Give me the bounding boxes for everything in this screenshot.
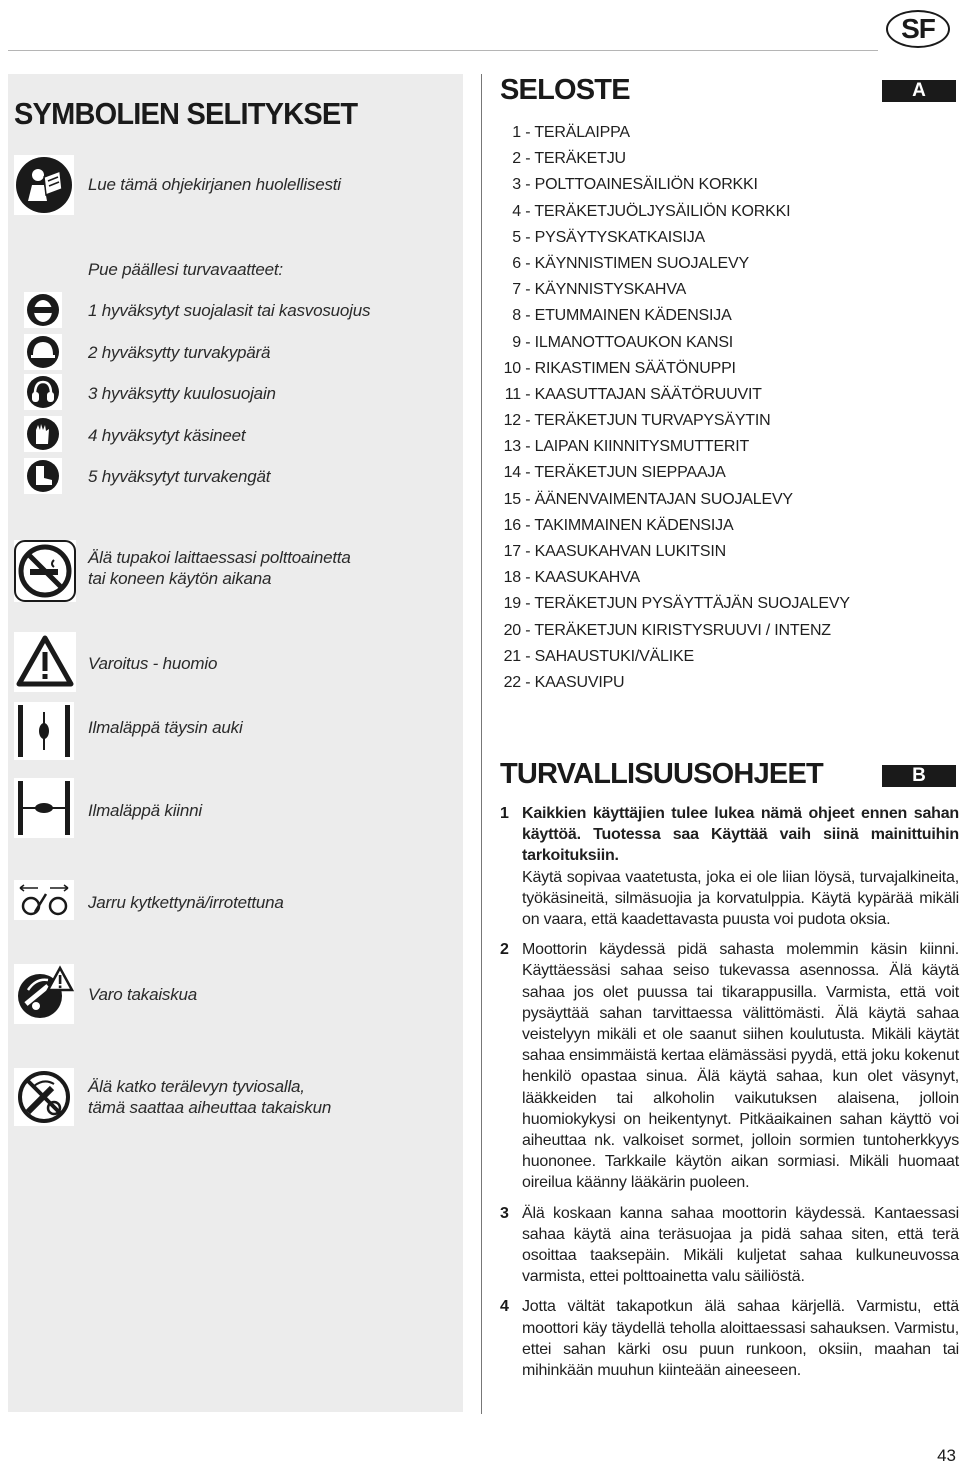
part-number: 3 <box>512 176 521 194</box>
part-label: - KÄYNNISTIMEN SUOJALEVY <box>525 254 749 272</box>
chain-brake-icon <box>14 880 74 920</box>
part-label: - SAHAUSTUKI/VÄLIKE <box>525 647 694 665</box>
symbol-text-kickback: Varo takaiskua <box>88 985 198 1004</box>
part-number: 7 <box>512 281 521 299</box>
part-label: - POLTTOAINESÄILIÖN KORKKI <box>525 176 758 194</box>
part-label: - KAASUKAHVAN LUKITSIN <box>525 543 726 560</box>
safety-title: TURVALLISUUSOHJEET <box>500 758 823 790</box>
safety-item-body <box>522 803 959 930</box>
part-number: 22 <box>503 673 521 691</box>
safety-item-body <box>522 1296 959 1381</box>
safety-item-number: 4 <box>500 1298 509 1316</box>
symbol-text-protective-gear: Pue päällesi turvavaatteet: <box>88 260 283 279</box>
part-label: - PYSÄYTYSKATKAISIJA <box>525 228 706 246</box>
safety-item-text: Moottorin käydessä pidä sahasta molemmin käsin kiinni. Käyttäessäsi sahaa seiso tukevassa asennossa. Älä käytä sahaa jos olet puussa tai tikarappusilla. Varmista, että voit pysäyttää sahan tarvittaessa välittömästi. Älä käytä sahaa veistelyyn mikäli et ole saanut siihen koulutusta. Mikäli käytät sahaa ensimmäistä kertaa elämässäsi pyydä, että joku kokenut henkilö opastaa sinua. Älä käytä sahaa, kun olet väsynyt, lääkkeiden tai alkoholin vaikutuksen alaisena, jolloin huomiokykysi on heikentynyt. Pitkäaikainen sahan käyttö voi aiheuttaa nk. valkoiset sormet, jolloin sormien tuntoherkkyys huononee. Tarkkaile käytön aikan sormiasi. Mikäli huomaat oireilua käänny lääkärin puoleen. <box>522 941 959 1192</box>
part-number: 5 <box>512 228 521 246</box>
symbol-text-gloves: 4 hyväksytyt käsineet <box>88 426 246 445</box>
part-number: 12 <box>503 412 521 430</box>
safety-item-text: Jotta vältät takapotkun älä sahaa kärjellä. Varmistu, että moottori käy täydellä teholla aloittaessasi sahauksen. Varmistu, ettei sahan kärki osu puun runkoon, oksiin, maahan tai mihinkään muuhun kiinteään aineeseen. <box>522 1298 959 1380</box>
safety-item-number: 3 <box>500 1204 509 1222</box>
symbol-text-no-smoking: Älä tupakoi laittaessasi polttoainetta tai koneen käytön aikana <box>88 548 351 588</box>
part-number: 21 <box>503 647 521 665</box>
safety-item-text: Käytä sopivaa vaatetusta, joka ei ole liian löysä, turvajalkineita, työkäsineitä, silmäsuojia ja korvatulppia. Käytä kypärää mikäli on vaara, että kaadettavasta puusta voi pudota oksia. <box>522 868 959 929</box>
list-item <box>500 356 850 382</box>
part-label: - ETUMMAINEN KÄDENSIJA <box>525 307 732 325</box>
no-tip-cutting-icon <box>14 1068 74 1126</box>
language-badge: SF <box>886 10 950 48</box>
read-manual-icon <box>14 155 74 215</box>
safety-item <box>500 1203 959 1288</box>
part-number: 18 <box>503 569 521 587</box>
safety-item-number: 1 <box>500 805 509 822</box>
part-number: 20 <box>503 621 521 639</box>
list-item <box>500 644 850 670</box>
part-label: - TERÄKETJUN PYSÄYTTÄJÄN SUOJALEVY <box>525 595 850 613</box>
choke-open-icon <box>14 702 74 760</box>
part-label: - KÄYNNISTYSKAHVA <box>525 281 687 299</box>
part-label: - KAASUTTAJAN SÄÄTÖRUUVIT <box>525 385 762 403</box>
symbol-text-chain-brake: Jarru kytkettynä/irrotettuna <box>88 893 284 912</box>
page-number: 43 <box>937 1446 956 1465</box>
list-item <box>500 460 850 486</box>
part-label: - RIKASTIMEN SÄÄTÖNUPPI <box>525 359 736 377</box>
symbol-text-helmet: 2 hyväksytty turvakypärä <box>88 343 271 362</box>
part-label: - TERÄKETJUN SIEPPAAJA <box>525 464 726 482</box>
part-label: - LAIPAN KIINNITYSMUTTERIT <box>525 438 750 456</box>
list-item <box>500 225 850 251</box>
face-shield-icon <box>24 292 62 328</box>
column-divider <box>481 74 482 1414</box>
gloves-icon <box>24 416 62 452</box>
list-item <box>500 670 850 696</box>
part-label: - TERÄKETJUN TURVAPYSÄYTIN <box>525 412 771 430</box>
safety-item <box>500 1296 959 1381</box>
part-number: 19 <box>503 595 521 613</box>
symbol-text-warning: Varoitus - huomio <box>88 654 218 673</box>
choke-closed-icon <box>14 778 74 838</box>
symbol-text-read-manual: Lue tämä ohjekirjanen huolellisesti <box>88 175 341 194</box>
list-item <box>500 434 850 460</box>
symbols-title: SYMBOLIEN SELITYKSET <box>14 98 358 132</box>
symbol-text-choke-closed: Ilmaläppä kiinni <box>88 801 202 820</box>
part-label: - TERÄKETJUN KIRISTYSRUUVI / INTENZ <box>525 621 831 639</box>
list-item <box>500 539 850 565</box>
part-number: 11 <box>504 385 521 403</box>
kickback-warning-icon <box>14 964 74 1024</box>
list-item <box>500 591 850 617</box>
list-item <box>500 565 850 591</box>
part-number: 16 <box>503 516 521 534</box>
safety-item-body <box>522 939 959 1193</box>
list-item <box>500 199 850 225</box>
list-item <box>500 303 850 329</box>
part-label: - ÄÄNENVAIMENTAJAN SUOJALEVY <box>525 490 793 508</box>
symbol-text-no-tip-cutting: Älä katko terälevyn tyviosalla, tämä saattaa aiheuttaa takaiskun <box>88 1077 332 1117</box>
list-item <box>500 120 850 146</box>
part-number: 15 <box>503 490 521 508</box>
safety-instructions <box>500 803 959 1390</box>
part-label: - TERÄKETJU <box>525 150 626 168</box>
part-label: - KAASUKAHVA <box>525 569 640 587</box>
part-number: 13 <box>503 438 521 456</box>
safety-item <box>500 803 959 930</box>
list-item <box>500 172 850 198</box>
list-item <box>500 146 850 172</box>
list-item <box>500 382 850 408</box>
seloste-title: SELOSTE <box>500 74 630 106</box>
part-number: 9 <box>512 333 521 351</box>
part-label: - KAASUVIPU <box>525 673 625 691</box>
list-item <box>500 277 850 303</box>
part-label: - TAKIMMAINEN KÄDENSIJA <box>525 516 734 534</box>
safety-item-bold-text: Kaikkien käyttäjien tulee lukea nämä ohjeet ennen sahan käyttöä. Tuotessa saa Käyttää vaih siinä mainittuihin tarkoituksiin. <box>522 805 959 865</box>
list-item <box>500 408 850 434</box>
safety-item-body <box>522 1203 959 1288</box>
symbol-text-ear-protection: 3 hyväksytty kuulosuojain <box>88 384 276 403</box>
helmet-icon <box>24 334 62 370</box>
list-item <box>500 513 850 539</box>
section-b-badge: B <box>882 765 956 787</box>
list-item <box>500 251 850 277</box>
part-label: - TERÄLAIPPA <box>525 124 630 141</box>
ear-protection-icon <box>24 374 62 410</box>
parts-list <box>500 120 850 696</box>
symbol-text-face-shield: 1 hyväksytyt suojalasit tai kasvosuojus <box>88 301 371 320</box>
part-number: 8 <box>512 307 521 325</box>
safety-item <box>500 939 959 1193</box>
list-item <box>500 487 850 513</box>
part-number: 10 <box>503 359 521 377</box>
safety-item-text: Älä koskaan kanna sahaa moottorin käydessä. Kantaessasi sahaa käytä aina teräsuojaa ja pidä sahaa siten, että terä osoittaa taaksepäin. Mikäli kuljetat sahaa kulkuneuvossa varmista, ettei polttoainetta valu säiliöstä. <box>522 1204 959 1286</box>
part-number: 2 <box>512 150 521 168</box>
part-number: 1 <box>512 124 521 141</box>
list-item <box>500 330 850 356</box>
part-label: - TERÄKETJUÖLJYSÄILIÖN KORKKI <box>525 202 791 220</box>
safety-boots-icon <box>24 458 62 494</box>
symbol-text-choke-open: Ilmaläppä täysin auki <box>88 718 243 737</box>
top-rule <box>8 50 878 51</box>
part-number: 4 <box>512 202 521 220</box>
section-a-badge: A <box>882 80 956 102</box>
list-item <box>500 618 850 644</box>
safety-item-number: 2 <box>500 941 509 959</box>
warning-triangle-icon <box>14 632 76 692</box>
part-number: 14 <box>503 464 521 482</box>
no-smoking-icon <box>14 540 76 602</box>
part-number: 17 <box>503 543 521 560</box>
symbol-text-boots: 5 hyväksytyt turvakengät <box>88 467 271 486</box>
part-number: 6 <box>512 254 521 272</box>
part-label: - ILMANOTTOAUKON KANSI <box>525 333 734 351</box>
